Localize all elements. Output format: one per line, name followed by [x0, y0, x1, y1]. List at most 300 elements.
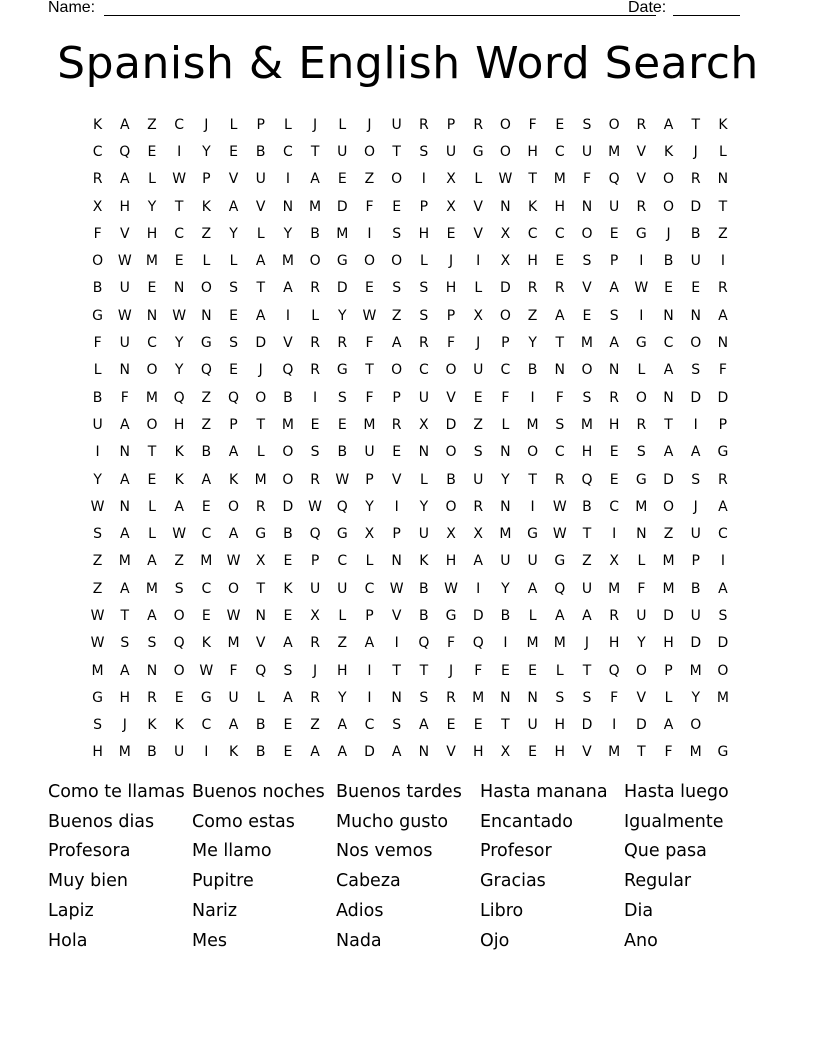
grid-letter[interactable]: W — [498, 171, 513, 188]
grid-letter[interactable]: G — [635, 225, 647, 242]
grid-letter[interactable]: O — [228, 580, 240, 597]
grid-letter[interactable]: V — [228, 171, 239, 188]
grid-letter[interactable]: J — [476, 335, 481, 352]
grid-letter[interactable]: H — [581, 444, 593, 461]
grid-letter[interactable]: O — [146, 362, 158, 379]
grid-letter[interactable]: M — [118, 744, 131, 761]
grid-letter[interactable]: Q — [608, 662, 620, 679]
grid-letter[interactable]: A — [391, 335, 402, 352]
grid-letter[interactable]: R — [255, 498, 266, 515]
grid-letter[interactable]: I — [95, 444, 100, 461]
grid-letter[interactable]: Y — [174, 362, 184, 379]
grid-letter[interactable] — [737, 712, 764, 739]
grid-letter[interactable]: A — [228, 717, 239, 734]
grid-letter[interactable]: G — [445, 607, 457, 624]
grid-letter[interactable]: O — [309, 253, 321, 270]
grid-letter[interactable]: U — [418, 526, 429, 543]
grid-letter[interactable]: Y — [147, 198, 157, 215]
grid-letter[interactable]: Z — [527, 307, 538, 324]
grid-letter[interactable]: L — [311, 307, 319, 324]
grid-letter[interactable]: M — [689, 744, 702, 761]
grid-letter[interactable]: P — [501, 335, 510, 352]
grid-letter[interactable] — [737, 739, 764, 766]
grid-letter[interactable]: L — [229, 116, 238, 133]
grid-letter[interactable]: A — [609, 280, 619, 297]
grid-letter[interactable]: I — [720, 553, 725, 570]
grid-letter[interactable]: A — [609, 335, 619, 352]
grid-letter[interactable]: R — [418, 116, 429, 133]
grid-letter[interactable]: E — [528, 744, 538, 761]
grid-letter[interactable]: N — [418, 744, 430, 761]
grid-letter[interactable]: X — [500, 253, 511, 270]
grid-letter[interactable]: W — [226, 607, 241, 624]
grid-letter[interactable] — [737, 657, 764, 684]
grid-letter[interactable]: O — [581, 225, 593, 242]
grid-letter[interactable]: V — [255, 635, 266, 652]
grid-letter[interactable]: M — [145, 253, 159, 270]
grid-letter[interactable]: S — [229, 280, 238, 297]
grid-letter[interactable]: I — [530, 389, 535, 406]
grid-letter[interactable]: S — [419, 307, 429, 324]
grid-letter[interactable]: D — [472, 607, 484, 624]
grid-letter[interactable]: A — [119, 116, 130, 133]
grid-letter[interactable]: L — [229, 253, 238, 270]
grid-letter[interactable]: A — [119, 171, 130, 188]
grid-letter[interactable]: I — [367, 689, 372, 706]
grid-letter[interactable]: N — [173, 280, 185, 297]
grid-letter[interactable]: E — [147, 143, 157, 160]
grid-letter[interactable]: I — [367, 662, 372, 679]
grid-letter[interactable]: F — [447, 335, 456, 352]
grid-letter[interactable]: U — [174, 744, 185, 761]
grid-letter[interactable]: U — [92, 416, 103, 433]
grid-letter[interactable]: A — [582, 607, 592, 624]
grid-letter[interactable]: N — [119, 498, 131, 515]
grid-letter[interactable]: O — [499, 307, 511, 324]
grid-letter[interactable]: M — [608, 744, 621, 761]
grid-letter[interactable]: R — [473, 498, 484, 515]
grid-letter[interactable]: O — [690, 717, 702, 734]
grid-letter[interactable]: O — [173, 607, 185, 624]
grid-letter[interactable]: F — [365, 389, 374, 406]
grid-letter[interactable]: Y — [419, 498, 429, 515]
grid-letter[interactable]: S — [473, 444, 483, 461]
grid-letter[interactable]: N — [608, 362, 620, 379]
grid-letter[interactable] — [737, 439, 764, 466]
grid-letter[interactable]: A — [310, 744, 320, 761]
grid-letter[interactable]: S — [555, 416, 565, 433]
grid-letter[interactable]: A — [663, 362, 674, 379]
grid-letter[interactable] — [709, 712, 736, 739]
grid-letter[interactable]: H — [554, 744, 566, 761]
grid-letter[interactable]: P — [256, 116, 265, 133]
grid-letter[interactable]: E — [147, 280, 157, 297]
grid-letter[interactable]: O — [146, 416, 158, 433]
grid-letter[interactable]: R — [310, 335, 320, 352]
grid-letter[interactable]: R — [418, 335, 429, 352]
grid-letter[interactable]: A — [283, 280, 293, 297]
grid-letter[interactable]: E — [310, 416, 320, 433]
grid-letter[interactable]: L — [528, 607, 537, 624]
grid-letter[interactable]: P — [446, 116, 456, 133]
grid-letter[interactable]: L — [93, 362, 102, 379]
grid-letter[interactable]: W — [90, 635, 105, 652]
grid-letter[interactable]: S — [609, 307, 619, 324]
grid-letter[interactable]: H — [663, 635, 674, 652]
grid-letter[interactable]: C — [364, 580, 375, 597]
grid-letter[interactable]: P — [419, 198, 429, 215]
grid-letter[interactable]: V — [446, 389, 456, 406]
grid-letter[interactable]: J — [367, 116, 372, 133]
grid-letter[interactable]: U — [337, 143, 348, 160]
grid-letter[interactable]: Z — [364, 171, 375, 188]
grid-letter[interactable]: C — [554, 225, 565, 242]
grid-letter[interactable]: F — [637, 580, 646, 597]
grid-letter[interactable]: F — [365, 335, 374, 352]
grid-letter[interactable]: S — [229, 335, 238, 352]
grid-letter[interactable]: P — [310, 553, 320, 570]
grid-letter[interactable]: I — [421, 171, 426, 188]
grid-letter[interactable]: E — [555, 116, 565, 133]
grid-letter[interactable]: Z — [391, 307, 402, 324]
grid-letter[interactable]: Q — [173, 635, 185, 652]
grid-letter[interactable]: S — [147, 635, 157, 652]
grid-letter[interactable]: B — [582, 498, 592, 515]
grid-letter[interactable]: P — [609, 253, 619, 270]
grid-letter[interactable]: W — [117, 253, 132, 270]
grid-letter[interactable]: D — [690, 198, 702, 215]
grid-letter[interactable]: D — [500, 280, 511, 297]
grid-letter[interactable]: R — [391, 416, 402, 433]
grid-letter[interactable]: A — [283, 635, 293, 652]
grid-letter[interactable]: K — [174, 471, 184, 488]
grid-letter[interactable]: I — [285, 307, 290, 324]
grid-letter[interactable]: V — [255, 198, 266, 215]
grid-letter[interactable]: X — [255, 553, 266, 570]
grid-letter[interactable]: S — [120, 635, 130, 652]
grid-letter[interactable]: F — [93, 225, 102, 242]
grid-letter[interactable]: W — [117, 307, 132, 324]
grid-letter[interactable] — [737, 548, 764, 575]
grid-letter[interactable]: S — [691, 362, 701, 379]
grid-letter[interactable]: S — [582, 253, 592, 270]
grid-letter[interactable]: X — [364, 526, 375, 543]
grid-letter[interactable]: Y — [174, 335, 184, 352]
grid-letter[interactable]: W — [362, 307, 377, 324]
grid-letter[interactable]: T — [582, 662, 592, 679]
grid-letter[interactable]: I — [720, 253, 725, 270]
grid-letter[interactable]: O — [363, 143, 375, 160]
grid-letter[interactable]: N — [500, 498, 511, 515]
grid-letter[interactable]: I — [204, 744, 209, 761]
grid-letter[interactable] — [737, 138, 764, 165]
grid-letter[interactable] — [737, 575, 764, 602]
grid-letter[interactable]: I — [503, 635, 508, 652]
grid-letter[interactable] — [737, 111, 764, 138]
grid-letter[interactable]: Q — [309, 526, 321, 543]
grid-letter[interactable]: W — [552, 498, 567, 515]
grid-letter[interactable]: V — [391, 607, 402, 624]
grid-letter[interactable]: N — [391, 689, 402, 706]
grid-letter[interactable]: M — [553, 171, 566, 188]
grid-letter[interactable]: K — [528, 198, 538, 215]
grid-letter[interactable]: R — [718, 471, 728, 488]
grid-letter[interactable]: S — [419, 689, 429, 706]
grid-letter[interactable]: A — [419, 717, 429, 734]
grid-letter[interactable] — [737, 275, 764, 302]
grid-letter[interactable]: B — [283, 389, 293, 406]
grid-letter[interactable]: L — [148, 498, 156, 515]
grid-letter[interactable]: S — [691, 471, 701, 488]
grid-letter[interactable]: M — [716, 689, 729, 706]
grid-letter[interactable]: U — [690, 253, 701, 270]
grid-letter[interactable]: N — [717, 171, 729, 188]
grid-letter[interactable]: K — [201, 198, 211, 215]
grid-letter[interactable]: H — [337, 662, 348, 679]
grid-letter[interactable]: X — [419, 416, 429, 433]
grid-letter[interactable]: W — [308, 498, 323, 515]
grid-letter[interactable]: R — [609, 607, 620, 624]
grid-letter[interactable]: P — [392, 389, 401, 406]
grid-letter[interactable]: Q — [200, 362, 212, 379]
grid-letter[interactable]: A — [283, 689, 293, 706]
grid-letter[interactable]: A — [473, 553, 483, 570]
grid-letter[interactable]: E — [392, 444, 402, 461]
grid-letter[interactable]: E — [609, 225, 619, 242]
grid-letter[interactable] — [737, 302, 764, 329]
grid-letter[interactable]: M — [499, 526, 512, 543]
grid-letter[interactable]: O — [282, 471, 294, 488]
grid-letter[interactable]: S — [582, 389, 592, 406]
grid-letter[interactable]: N — [146, 307, 158, 324]
grid-letter[interactable]: E — [691, 280, 701, 297]
grid-letter[interactable]: S — [392, 225, 402, 242]
grid-letter[interactable]: D — [717, 389, 729, 406]
grid-letter[interactable]: E — [528, 662, 538, 679]
grid-letter[interactable]: H — [119, 198, 131, 215]
grid-letter[interactable]: I — [612, 526, 617, 543]
grid-letter[interactable]: E — [283, 553, 293, 570]
grid-letter[interactable]: O — [391, 253, 403, 270]
grid-letter[interactable]: B — [690, 580, 701, 597]
grid-letter[interactable]: P — [718, 416, 728, 433]
grid-letter[interactable]: O — [499, 116, 511, 133]
grid-letter[interactable]: U — [690, 607, 701, 624]
grid-letter[interactable]: D — [336, 280, 348, 297]
grid-letter[interactable]: A — [119, 416, 130, 433]
grid-letter[interactable]: M — [635, 498, 648, 515]
grid-letter[interactable]: O — [363, 253, 375, 270]
grid-letter[interactable]: O — [663, 171, 675, 188]
grid-letter[interactable]: O — [391, 171, 403, 188]
grid-letter[interactable]: S — [718, 607, 728, 624]
grid-letter[interactable]: J — [584, 635, 590, 652]
grid-letter[interactable]: S — [392, 717, 402, 734]
grid-letter[interactable] — [737, 630, 764, 657]
grid-letter[interactable]: O — [200, 280, 212, 297]
grid-letter[interactable]: E — [229, 362, 238, 379]
grid-letter[interactable]: T — [637, 744, 646, 761]
grid-letter[interactable]: F — [93, 335, 102, 352]
grid-letter[interactable]: M — [281, 416, 294, 433]
grid-letter[interactable]: R — [310, 471, 320, 488]
grid-letter[interactable]: R — [92, 171, 103, 188]
grid-letter[interactable]: A — [119, 471, 130, 488]
grid-letter[interactable]: O — [445, 444, 457, 461]
grid-letter[interactable]: T — [501, 717, 510, 734]
grid-letter[interactable]: M — [662, 553, 675, 570]
grid-letter[interactable]: O — [608, 116, 620, 133]
grid-letter[interactable]: Q — [554, 580, 566, 597]
grid-letter[interactable]: M — [689, 662, 702, 679]
grid-letter[interactable]: E — [473, 389, 483, 406]
grid-letter[interactable]: Z — [473, 416, 484, 433]
grid-letter[interactable]: T — [718, 198, 728, 215]
grid-letter[interactable]: N — [717, 335, 729, 352]
grid-letter[interactable]: M — [662, 580, 675, 597]
grid-letter[interactable]: H — [146, 225, 158, 242]
grid-letter[interactable]: R — [310, 362, 320, 379]
grid-letter[interactable]: H — [554, 717, 566, 734]
grid-letter[interactable] — [737, 166, 764, 193]
grid-letter[interactable]: M — [91, 662, 104, 679]
grid-letter[interactable]: R — [636, 198, 647, 215]
grid-letter[interactable]: Z — [174, 553, 184, 570]
grid-letter[interactable]: N — [663, 389, 674, 406]
grid-letter[interactable]: F — [664, 744, 673, 761]
grid-letter[interactable]: H — [445, 553, 457, 570]
grid-letter[interactable]: F — [610, 689, 619, 706]
grid-letter[interactable]: A — [228, 526, 239, 543]
grid-letter[interactable]: L — [256, 225, 265, 242]
grid-letter[interactable]: J — [666, 225, 671, 242]
grid-letter[interactable]: Y — [229, 225, 238, 242]
grid-letter[interactable]: O — [228, 498, 240, 515]
grid-letter[interactable]: W — [389, 580, 404, 597]
grid-letter[interactable]: D — [717, 635, 729, 652]
grid-letter[interactable]: L — [338, 116, 347, 133]
grid-letter[interactable]: O — [282, 444, 294, 461]
grid-letter[interactable]: U — [473, 471, 484, 488]
grid-letter[interactable]: K — [93, 116, 103, 133]
grid-letter[interactable]: B — [419, 607, 429, 624]
grid-letter[interactable]: I — [367, 225, 372, 242]
grid-letter[interactable] — [737, 329, 764, 356]
grid-letter[interactable]: A — [228, 198, 239, 215]
grid-letter[interactable]: P — [392, 526, 401, 543]
grid-letter[interactable]: J — [122, 717, 127, 734]
grid-letter[interactable]: C — [201, 717, 212, 734]
grid-letter[interactable]: F — [474, 662, 483, 679]
grid-letter[interactable]: G — [336, 253, 348, 270]
grid-letter[interactable] — [737, 602, 764, 629]
grid-letter[interactable]: D — [635, 717, 647, 734]
grid-letter[interactable]: Z — [718, 225, 728, 242]
grid-letter[interactable]: V — [119, 225, 130, 242]
grid-letter[interactable]: Z — [92, 553, 103, 570]
grid-letter[interactable]: K — [201, 635, 211, 652]
grid-letter[interactable]: C — [364, 717, 375, 734]
grid-letter[interactable]: U — [581, 580, 593, 597]
grid-letter[interactable]: D — [445, 416, 457, 433]
grid-letter[interactable]: X — [473, 307, 484, 324]
grid-letter[interactable]: M — [118, 553, 131, 570]
grid-letter[interactable]: G — [527, 526, 539, 543]
grid-letter[interactable]: V — [636, 689, 647, 706]
grid-letter[interactable]: O — [445, 498, 457, 515]
grid-letter[interactable]: Q — [255, 662, 267, 679]
grid-letter[interactable]: J — [448, 662, 454, 679]
grid-letter[interactable]: K — [718, 116, 728, 133]
grid-letter[interactable]: A — [663, 116, 674, 133]
grid-letter[interactable]: S — [555, 689, 565, 706]
grid-letter[interactable]: K — [228, 471, 239, 488]
grid-letter[interactable]: A — [228, 444, 239, 461]
grid-letter[interactable]: S — [337, 389, 347, 406]
grid-letter[interactable]: U — [119, 280, 130, 297]
grid-letter[interactable]: Y — [283, 225, 293, 242]
grid-letter[interactable]: D — [690, 635, 702, 652]
grid-letter[interactable]: H — [608, 416, 620, 433]
grid-letter[interactable]: O — [527, 444, 539, 461]
grid-letter[interactable]: E — [283, 717, 293, 734]
grid-letter[interactable]: N — [636, 526, 647, 543]
grid-letter[interactable]: E — [365, 280, 374, 297]
grid-letter[interactable]: I — [612, 717, 617, 734]
grid-letter[interactable]: U — [228, 689, 239, 706]
grid-letter[interactable]: K — [228, 744, 239, 761]
grid-letter[interactable]: L — [256, 689, 265, 706]
grid-letter[interactable]: X — [500, 225, 511, 242]
grid-letter[interactable]: W — [552, 526, 567, 543]
grid-letter[interactable]: B — [92, 280, 103, 297]
grid-letter[interactable]: I — [639, 253, 644, 270]
grid-letter[interactable]: E — [283, 607, 293, 624]
grid-letter[interactable]: L — [338, 607, 347, 624]
grid-letter[interactable]: N — [119, 362, 131, 379]
grid-letter[interactable]: E — [147, 471, 157, 488]
grid-letter[interactable]: S — [310, 444, 320, 461]
grid-letter[interactable]: K — [147, 717, 157, 734]
grid-letter[interactable]: M — [227, 635, 240, 652]
grid-letter[interactable]: A — [690, 444, 701, 461]
grid-letter[interactable]: N — [581, 198, 593, 215]
grid-letter[interactable]: E — [500, 662, 510, 679]
grid-letter[interactable]: U — [445, 143, 457, 160]
grid-letter[interactable]: P — [365, 471, 374, 488]
grid-letter[interactable]: E — [609, 444, 619, 461]
grid-letter[interactable]: L — [365, 553, 374, 570]
grid-letter[interactable]: L — [501, 416, 510, 433]
grid-letter[interactable]: Z — [663, 526, 674, 543]
grid-letter[interactable]: Z — [582, 553, 592, 570]
grid-letter[interactable]: I — [476, 253, 481, 270]
grid-letter[interactable]: K — [174, 444, 184, 461]
grid-letter[interactable]: P — [664, 662, 673, 679]
grid-letter[interactable]: F — [447, 635, 456, 652]
grid-letter[interactable]: D — [663, 607, 674, 624]
grid-letter[interactable]: R — [147, 689, 157, 706]
grid-letter[interactable]: A — [147, 607, 157, 624]
grid-letter[interactable]: M — [526, 635, 539, 652]
grid-letter[interactable]: E — [283, 744, 293, 761]
grid-letter[interactable]: E — [392, 198, 402, 215]
grid-letter[interactable]: N — [500, 689, 511, 706]
grid-letter[interactable]: T — [310, 143, 320, 160]
grid-letter[interactable]: L — [148, 171, 156, 188]
grid-letter[interactable]: D — [690, 389, 702, 406]
grid-letter[interactable] — [737, 466, 764, 493]
